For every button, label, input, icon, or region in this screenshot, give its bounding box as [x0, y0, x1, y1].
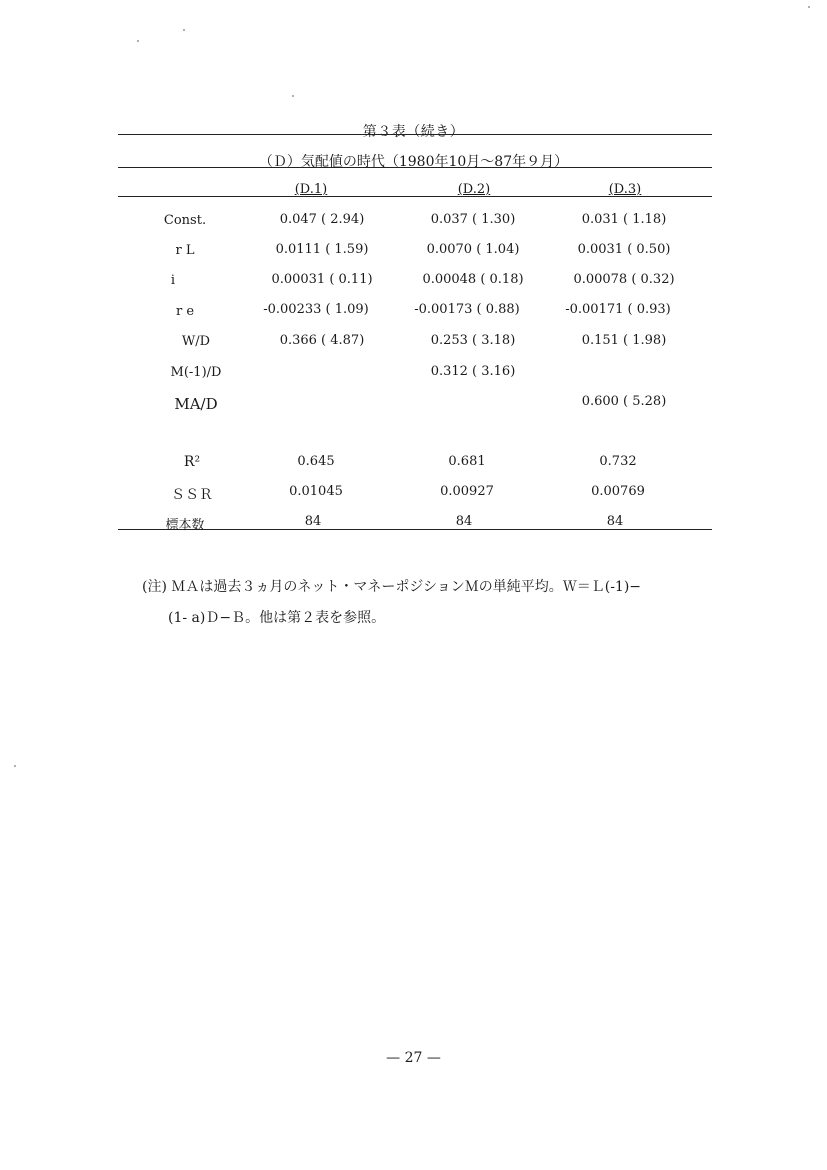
table-cell: 0.031 ( 1.18): [581, 212, 667, 227]
header-rule: [118, 196, 712, 197]
table-cell: 0.253 ( 3.18): [430, 333, 516, 348]
stat-label-r2: R²: [183, 454, 201, 470]
table-cell: 0.0070 ( 1.04): [426, 242, 520, 257]
table-cell: 84: [304, 514, 322, 529]
table-cell: 0.00078 ( 0.32): [573, 272, 675, 287]
table-cell: 0.047 ( 2.94): [279, 212, 365, 227]
row-label: MA/D: [174, 395, 218, 413]
note-line-2: (1- a)Ｄ−Ｂ。他は第２表を参照。: [168, 610, 386, 626]
row-label: Const.: [163, 213, 207, 228]
column-header-1: (D.1): [294, 182, 328, 197]
row-label: r e: [175, 304, 195, 319]
table-title: 第３表（続き）: [362, 124, 465, 140]
scan-speck: [137, 40, 139, 42]
subtitle-rule: [118, 167, 712, 168]
table-cell: 0.645: [297, 454, 335, 469]
table-cell: 0.01045: [289, 484, 343, 499]
row-label: W/D: [181, 334, 211, 349]
table-cell: 0.681: [448, 454, 486, 469]
table-cell: 0.312 ( 3.16): [430, 364, 516, 379]
bottom-rule: [118, 529, 712, 530]
scan-speck: [14, 765, 16, 767]
column-header-3: (D.3): [608, 182, 642, 197]
table-cell: -0.00171 ( 0.93): [565, 302, 671, 317]
table-cell: 0.732: [599, 454, 637, 469]
table-cell: 84: [455, 514, 473, 529]
title-rule: [118, 134, 712, 135]
table-cell: 0.00031 ( 0.11): [271, 272, 373, 287]
stat-label-ssr: ＳＳＲ: [171, 487, 213, 503]
row-label: r L: [175, 243, 195, 258]
table-cell: -0.00173 ( 0.88): [414, 302, 520, 317]
table-cell: 0.366 ( 4.87): [279, 333, 365, 348]
scan-speck: [808, 6, 810, 8]
table-cell: 0.600 ( 5.28): [581, 394, 667, 409]
row-label: M(-1)/D: [170, 365, 222, 380]
scan-speck: [183, 29, 185, 31]
table-cell: 0.0111 ( 1.59): [275, 242, 369, 257]
table-cell: 0.037 ( 1.30): [430, 212, 516, 227]
table-cell: -0.00233 ( 1.09): [263, 302, 369, 317]
table-subtitle: （Ｄ）気配値の時代（1980年10月〜87年９月）: [258, 154, 569, 170]
table-cell: 0.00769: [591, 484, 645, 499]
table-cell: 0.00927: [440, 484, 494, 499]
table-cell: 0.00048 ( 0.18): [422, 272, 524, 287]
scan-speck: [292, 95, 294, 97]
table-cell: 0.0031 ( 0.50): [577, 242, 671, 257]
note-line-1: (注) ＭＡは過去３ヵ月のネット・マネーポジションＭの単純平均。Ｗ＝Ｌ(-1)−: [142, 579, 642, 595]
table-cell: 84: [606, 514, 624, 529]
column-header-2: (D.2): [457, 182, 491, 197]
stat-label-sample-size: 標本数: [165, 518, 205, 533]
table-cell: 0.151 ( 1.98): [581, 333, 667, 348]
page-number: — 27 —: [386, 1050, 441, 1066]
row-label: i: [170, 273, 176, 288]
